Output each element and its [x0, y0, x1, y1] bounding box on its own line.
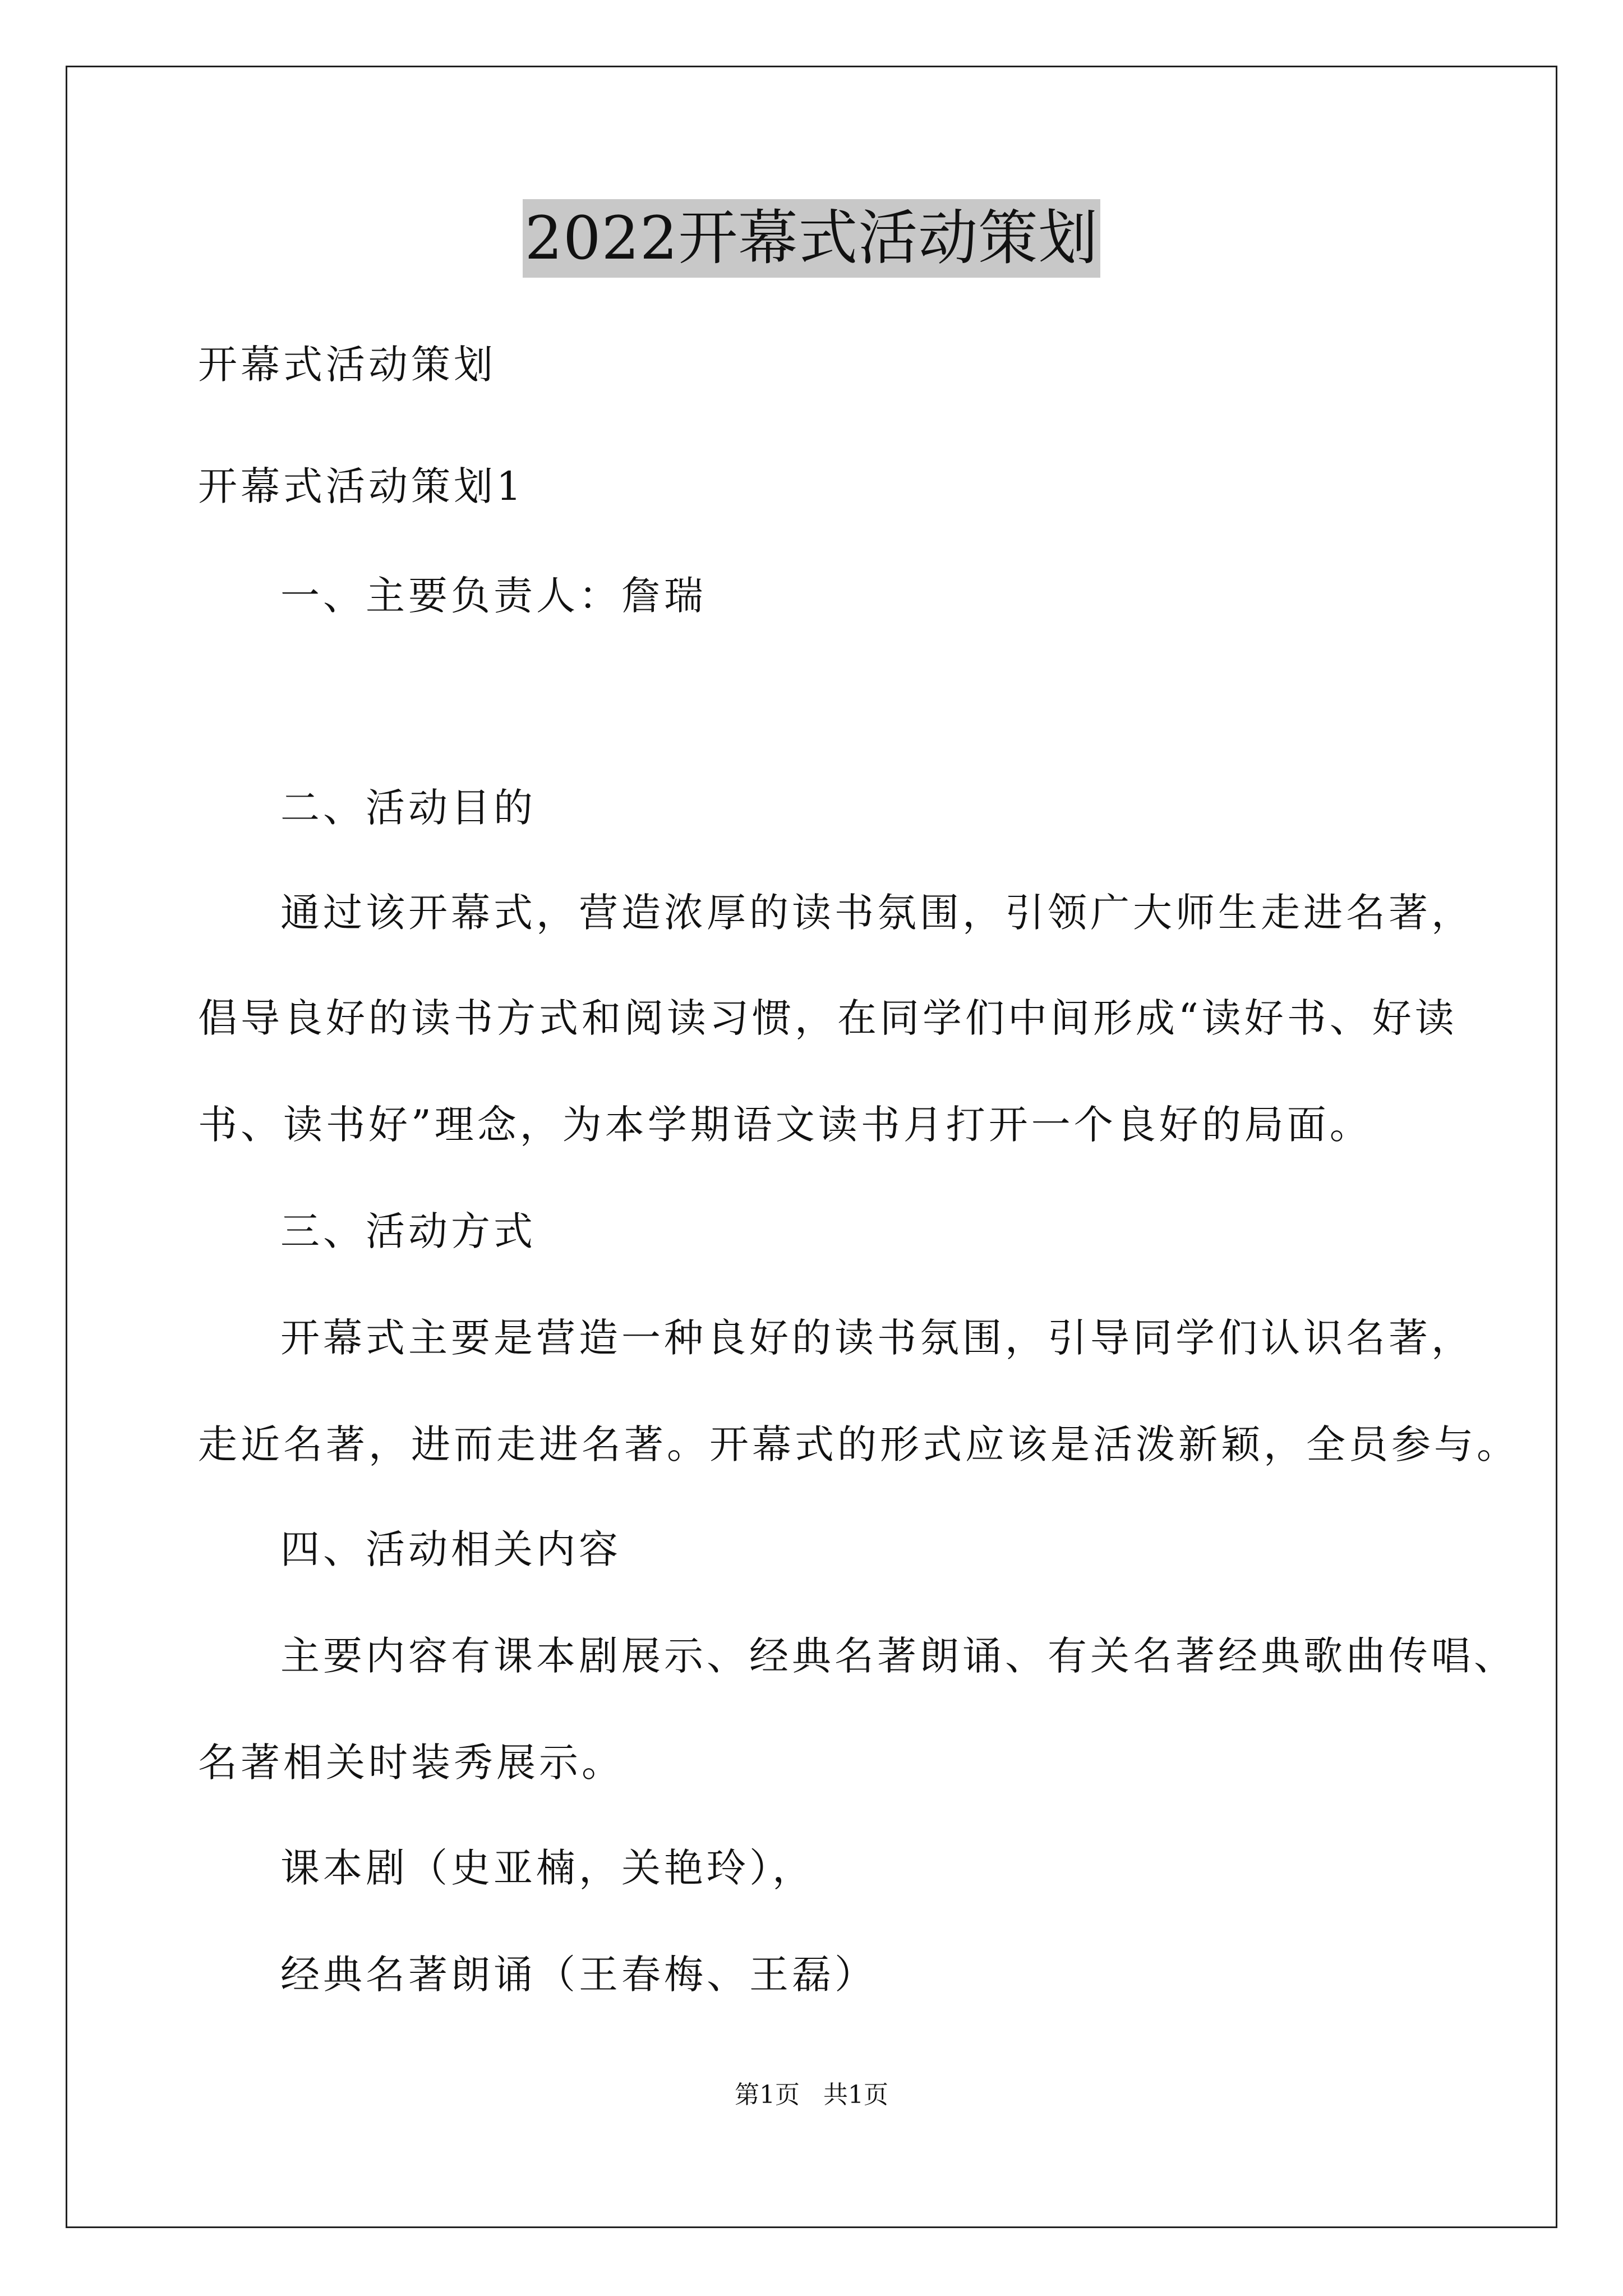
paragraph-line: 经典名著朗诵（王春梅、王磊） — [280, 1952, 877, 1998]
heading-activity-method: 三、活动方式 — [280, 1208, 536, 1254]
heading-activity-content: 四、活动相关内容 — [280, 1526, 621, 1572]
paragraph-line: 课本剧（史亚楠，关艳玲）， — [280, 1845, 815, 1891]
title-container — [0, 199, 1623, 278]
item-responsible-person: 一、主要负责人：詹瑞 — [280, 573, 707, 619]
page-footer: 第1页 共1页 — [735, 2081, 888, 2109]
paragraph-line: 开幕式主要是营造一种良好的读书氛围，引导同学们认识名著， — [280, 1315, 1474, 1361]
paragraph-line: 走近名著，进而走进名著。开幕式的形式应该是活泼新颖，全员参与。 — [198, 1421, 1519, 1467]
paragraph-line: 主要内容有课本剧展示、经典名著朗诵、有关名著经典歌曲传唱、 — [280, 1633, 1516, 1679]
subtitle-line: 开幕式活动策划 — [198, 342, 496, 388]
section-heading: 开幕式活动策划1 — [198, 463, 525, 509]
paragraph-line: 名著相关时装秀展示。 — [198, 1740, 624, 1786]
heading-activity-purpose: 二、活动目的 — [280, 785, 536, 831]
document-title: 2022开幕式活动策划 — [523, 199, 1101, 278]
paragraph-line: 倡导良好的读书方式和阅读习惯，在同学们中间形成“读好书、好读 — [198, 995, 1458, 1041]
paragraph-line: 书、读书好”理念，为本学期语文读书月打开一个良好的局面。 — [198, 1102, 1372, 1148]
paragraph-line: 通过该开幕式，营造浓厚的读书氛围，引领广大师生走进名著， — [280, 890, 1474, 936]
